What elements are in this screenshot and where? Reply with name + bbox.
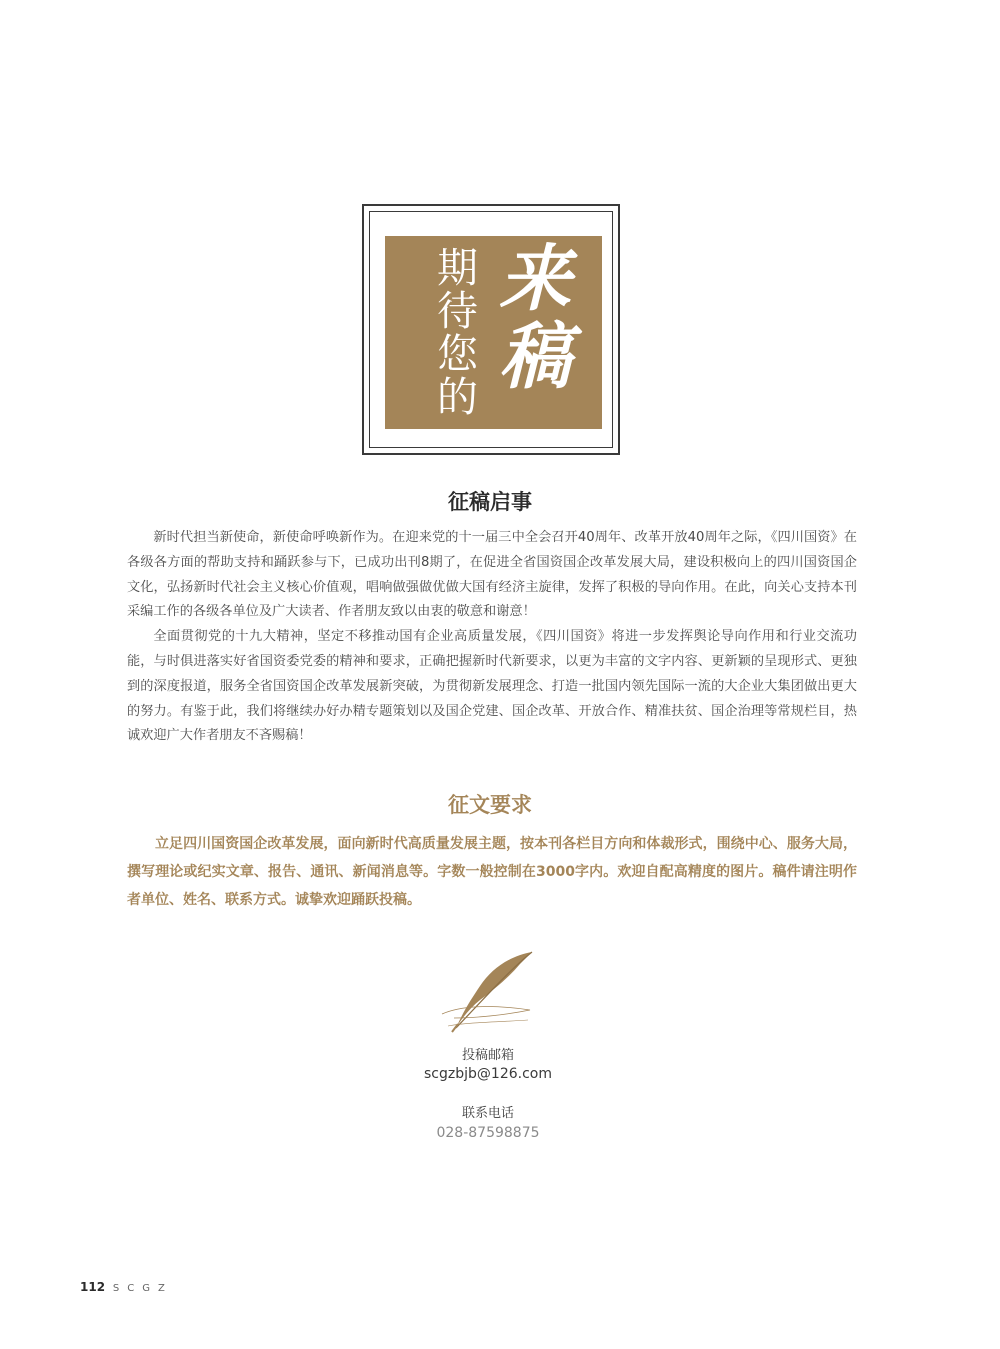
magazine-code: SCGZ bbox=[112, 1283, 173, 1294]
requirements-body bbox=[127, 830, 857, 914]
title-small-text: 期待您的 bbox=[430, 246, 478, 418]
title-large-text: 来稿 bbox=[487, 240, 572, 396]
notice-paragraph: 新时代担当新使命，新使命呼唤新作为。在迎来党的十一届三中全会召开40周年、改革开放40周年之际，《四川国资》在各级各方面的帮助支持和踊跃参与下，已成功出刊8期了，在促进全省国资国企改革发展大局，建设积极向上的四川国资国企文化，弘扬新时代社会主义核心价值观，唱响做强做优做大国有经济主旋律，发挥了积极的导向作用。在此，向关心支持本刊采编工作的各级各单位及广大读者、作者朋友致以由衷的敬意和谢意！ bbox=[127, 530, 857, 620]
notice-paragraph: 全面贯彻党的十九大精神，坚定不移推动国有企业高质量发展，《四川国资》将进一步发挥舆论导向作用和行业交流功能，与时俱进落实好省国资委党委的精神和要求，正确把握新时代新要求，以更为丰富的文字内容、更新颖的呈现形式、更独到的深度报道，服务全省国资国企改革发展新突破，为贯彻新发展理念、打造一批国内领先国际一流的大企业大集团做出更大的努力。有鉴于此，我们将继续办好办精专题策划以及国企党建、国企改革、开放合作、精准扶贫、国企治理等常规栏目，热诚欢迎广大作者朋友不吝赐稿！ bbox=[127, 629, 857, 744]
email-link[interactable]: scgzbjb@126.com bbox=[424, 1066, 552, 1082]
email-label: 投稿邮箱 bbox=[461, 1048, 514, 1063]
page-footer bbox=[80, 1280, 173, 1294]
requirements-heading: 征文要求 bbox=[448, 793, 532, 817]
feather-quill-icon bbox=[440, 948, 536, 1034]
page-number: 112 bbox=[80, 1280, 106, 1294]
requirements-paragraph: 立足四川国资国企改革发展，面向新时代高质量发展主题，按本刊各栏目方向和体裁形式，围绕中心、服务大局，撰写理论或纪实文章、报告、通讯、新闻消息等。字数一般控制在3000字内。欢迎自配高精度的图片。稿件请注明作者单位、姓名、联系方式。诚挚欢迎踊跃投稿。 bbox=[127, 836, 857, 908]
phone-number: 028-87598875 bbox=[436, 1125, 540, 1141]
notice-heading: 征稿启事 bbox=[448, 490, 532, 514]
phone-label: 联系电话 bbox=[461, 1106, 514, 1121]
notice-body bbox=[127, 526, 857, 749]
